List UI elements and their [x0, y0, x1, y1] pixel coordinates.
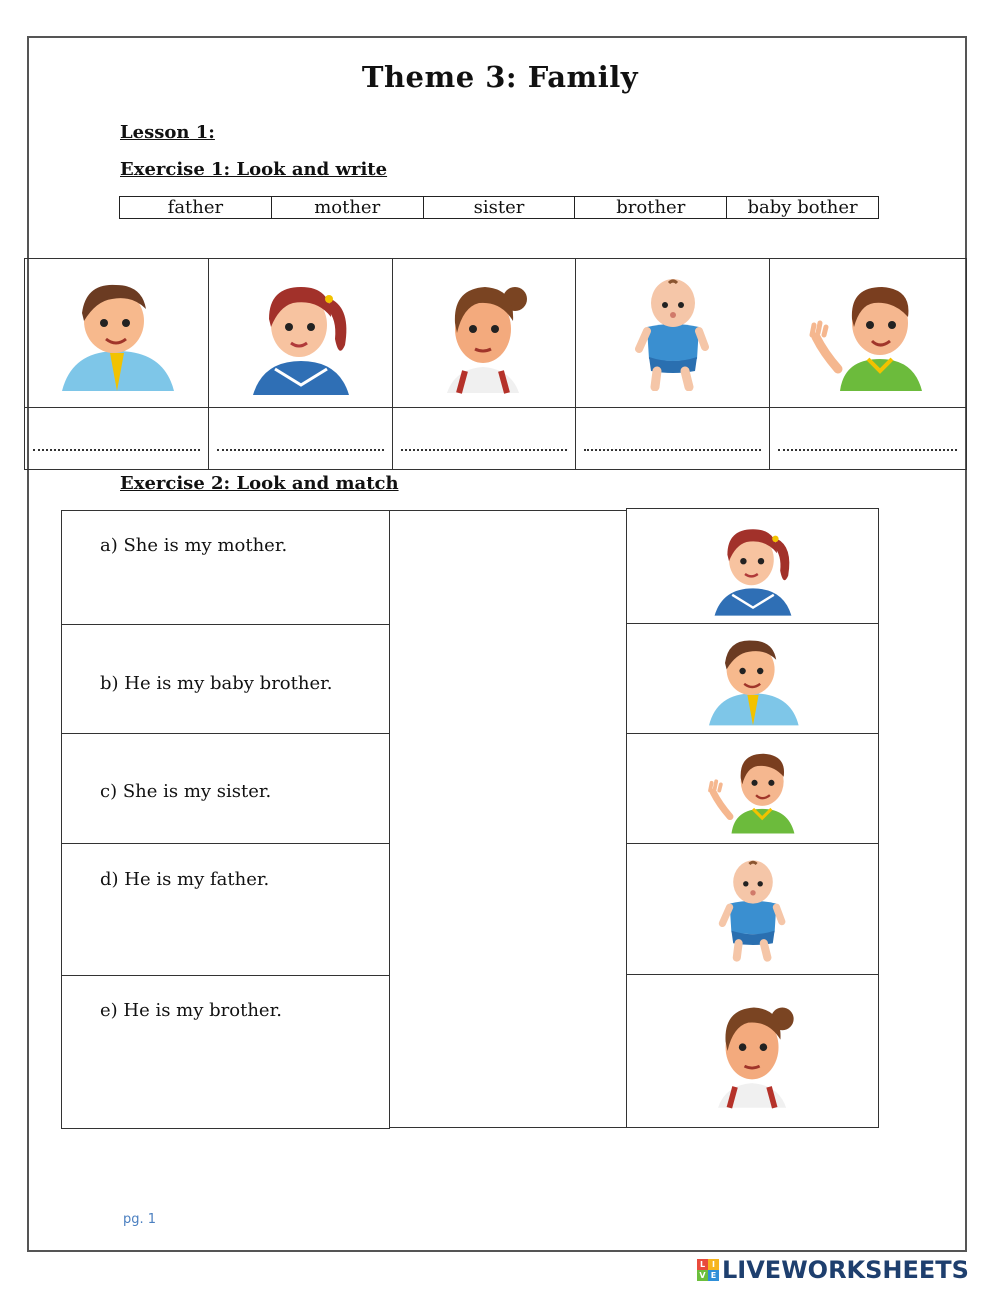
logo-mark-icon: [697, 1259, 719, 1281]
page-number: pg. 1: [123, 1212, 157, 1227]
sentence-column: [61, 510, 390, 1129]
logo-letter: E: [708, 1270, 719, 1281]
liveworksheets-logo: [697, 1256, 969, 1284]
brother-picture: [808, 273, 928, 393]
baby-brother-picture-cell: [576, 259, 770, 407]
answer-blank[interactable]: [401, 449, 567, 451]
answer-cell: [393, 407, 576, 469]
match-picture-row[interactable]: [627, 509, 878, 624]
brother-picture-cell: [770, 259, 965, 407]
baby-brother-picture: [717, 854, 789, 964]
answer-blank[interactable]: [33, 449, 200, 451]
lesson-heading: Lesson 1:: [120, 122, 215, 143]
word-bank: [119, 196, 879, 219]
answer-blank[interactable]: [584, 449, 761, 451]
sister-picture-cell: [393, 259, 576, 407]
sentence-text: d) He is my father.: [100, 869, 270, 890]
answer-blank[interactable]: [778, 449, 957, 451]
sentence-text: e) He is my brother.: [100, 1000, 282, 1021]
sentence-row[interactable]: [62, 844, 389, 976]
match-picture-row[interactable]: [627, 844, 878, 975]
brother-picture: [707, 743, 799, 835]
sentence-row[interactable]: [62, 976, 389, 1128]
answer-cell: [576, 407, 770, 469]
word-bank-item: mother: [272, 197, 424, 218]
logo-letter: V: [697, 1270, 708, 1281]
exercise2-heading: Exercise 2: Look and match: [120, 473, 399, 494]
logo-letter: L: [697, 1259, 708, 1270]
word-bank-item: baby bother: [747, 197, 858, 218]
match-picture-row[interactable]: [627, 624, 878, 734]
matching-area[interactable]: [390, 510, 627, 1128]
mother-picture-cell: [209, 259, 393, 407]
sister-picture: [701, 988, 805, 1114]
exercise1-picture-grid: [24, 258, 967, 470]
sentence-text: a) She is my mother.: [100, 535, 288, 556]
logo-letter: I: [708, 1259, 719, 1270]
answer-cell: [770, 407, 965, 469]
sentence-text: b) He is my baby brother.: [100, 673, 333, 694]
sentence-row[interactable]: [62, 734, 389, 844]
word-bank-item: sister: [424, 197, 576, 218]
father-picture: [701, 631, 805, 727]
father-picture-cell: [25, 259, 209, 407]
mother-picture: [241, 269, 361, 397]
sentence-row[interactable]: [62, 511, 389, 625]
baby-brother-picture: [633, 275, 713, 391]
sentence-text: c) She is my sister.: [100, 781, 272, 802]
sentence-row[interactable]: [62, 625, 389, 734]
match-picture-row[interactable]: [627, 975, 878, 1127]
father-picture: [52, 273, 182, 393]
mother-picture: [705, 514, 801, 618]
exercise1-heading: Exercise 1: Look and write: [120, 159, 388, 180]
answer-cell: [25, 407, 209, 469]
answer-cell: [209, 407, 393, 469]
picture-column: [626, 508, 879, 1128]
word-bank-item: brother: [575, 197, 727, 218]
match-picture-row[interactable]: [627, 734, 878, 844]
logo-text: LIVEWORKSHEETS: [722, 1256, 969, 1284]
page-title: Theme 3: Family: [361, 60, 639, 94]
word-bank-item: father: [120, 197, 272, 218]
answer-blank[interactable]: [217, 449, 384, 451]
sister-picture: [429, 271, 539, 395]
